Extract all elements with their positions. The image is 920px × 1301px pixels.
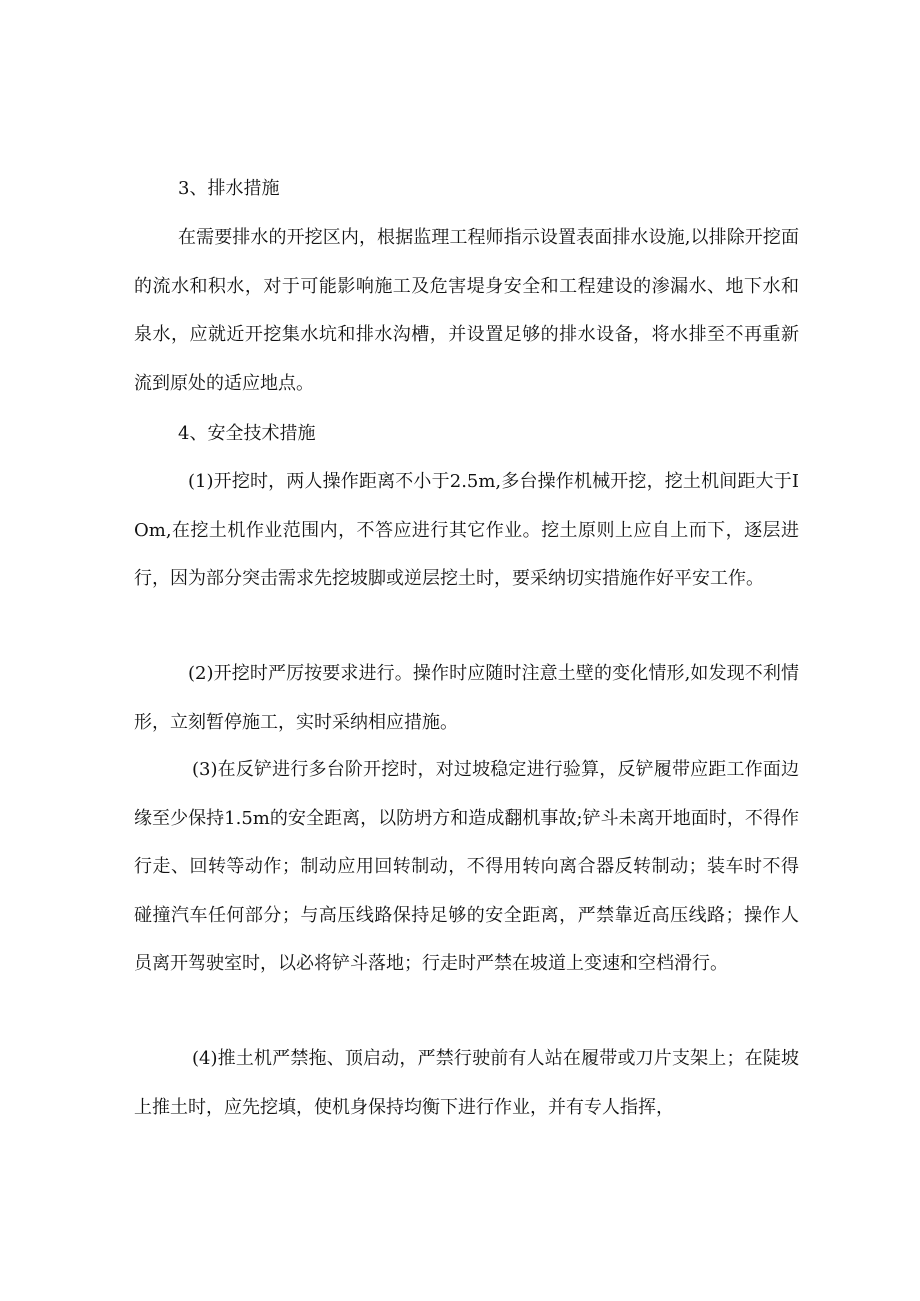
safety-item-1: (1)开挖时，两人操作距离不小于2.5m,多台操作机械开挖，挖土机间距大于IOm,在挖土机作业范围内，不答应进行其它作业。挖土原则上应自上而下，逐层进行，因为部分突击需求先挖坡脚或逆层挖土时，要采纳切实措施作好平安工作。 [134, 471, 799, 589]
section-3-paragraph: 在需要排水的开挖区内，根据监理工程师指示设置表面排水设施,以排除开挖面的流水和积水，对于可能影响施工及危害堤身安全和工程建设的渗漏水、地下水和泉水，应就近开挖集水坑和排水沟槽，并设置足够的排水设备，将水排至不再重新流到原处的适应地点。 [134, 227, 799, 394]
section-4-heading: 4、安全技术措施 [178, 423, 316, 444]
safety-item-3: (3)在反铲进行多台阶开挖时，对过坡稳定进行验算，反铲履带应距工作面边缘至少保持1.5m的安全距离，以防坍方和造成翻机事故;铲斗未离开地面时，不得作行走、回转等动作；制动应用回转制动，不得用转向离合器反转制动；装车时不得碰撞汽车任何部分；与高压线路保持足够的安全距离，严禁靠近高压线路；操作人员离开驾驶室时，以必将铲斗落地；行走时严禁在坡道上变速和空档滑行。 [134, 759, 799, 974]
safety-item-4: (4)推土机严禁拖、顶启动，严禁行驶前有人站在履带或刀片支架上；在陡坡上推土时，应先挖填，使机身保持均衡下进行作业，并有专人指挥， [134, 1048, 799, 1118]
safety-item-2: (2)开挖时严厉按要求进行。操作时应随时注意土壁的变化情形,如发现不利情形，立刻暂停施工，实时采纳相应措施。 [134, 663, 799, 733]
section-3-heading: 3、排水措施 [178, 178, 280, 199]
